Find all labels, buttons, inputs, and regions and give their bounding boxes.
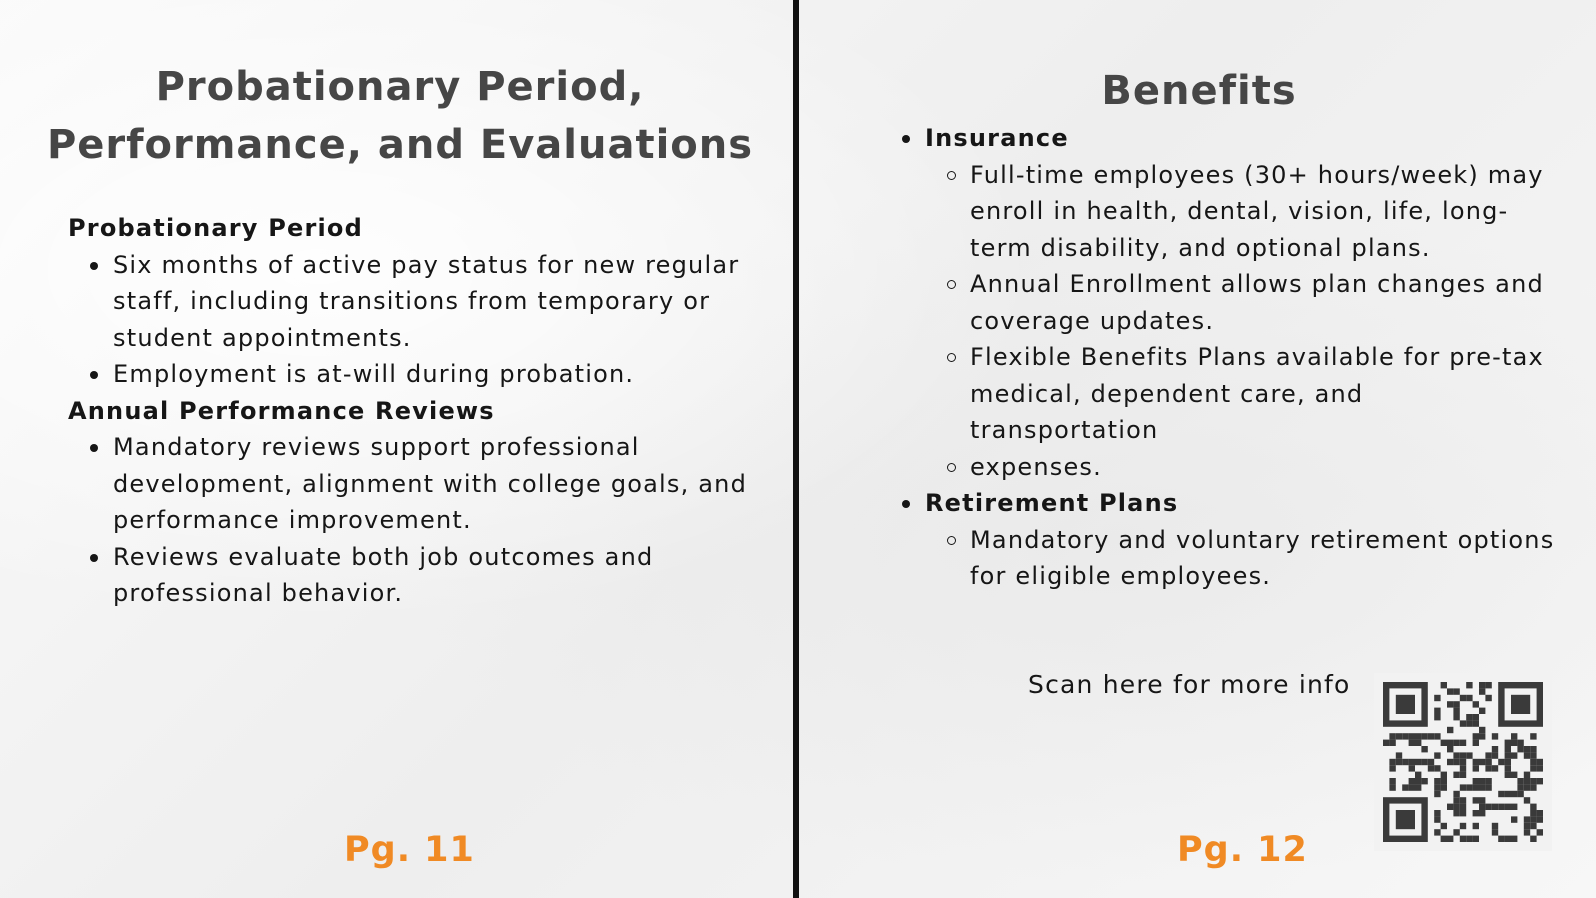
bullet-list <box>68 247 758 393</box>
list-item: Employment is at-will during probation. <box>68 356 758 393</box>
page-title <box>20 58 780 174</box>
page-number: Pg. 12 <box>1177 830 1308 870</box>
list-item: Reviews evaluate both job outcomes and professional behavior. <box>68 539 758 612</box>
section-heading-probationary-period: Probationary Period <box>68 214 363 242</box>
list-item: expenses. <box>925 449 1559 486</box>
list-item: Flexible Benefits Plans available for pre-tax medical, dependent care, and transportation <box>925 339 1559 449</box>
qr-code-icon[interactable] <box>1374 673 1552 851</box>
list-item: Mandatory reviews support professional development, alignment with college goals, and performance improvement. <box>68 429 758 539</box>
page-title: Benefits <box>1101 68 1297 114</box>
list-item-insurance <box>899 120 1559 485</box>
title-line-2: Performance, and Evaluations <box>46 122 754 168</box>
list-item: Annual Enrollment allows plan changes and coverage updates. <box>925 266 1559 339</box>
page-11 <box>0 0 793 898</box>
bullet-list <box>68 429 758 612</box>
list-item: Mandatory and voluntary retirement options for eligible employees. <box>925 522 1559 595</box>
section-heading-retirement: Retirement Plans <box>925 489 1179 517</box>
scan-label: Scan here for more info <box>1028 670 1351 699</box>
list-item-retirement <box>899 485 1559 595</box>
title-line-1: Probationary Period, <box>155 64 645 110</box>
list-item: Six months of active pay status for new regular staff, including transitions from temporary or student appointments. <box>68 247 758 357</box>
page-12 <box>799 0 1596 898</box>
sub-bullet-list <box>925 157 1559 486</box>
section-heading-performance-reviews: Annual Performance Reviews <box>68 396 495 425</box>
sub-bullet-list <box>925 522 1559 595</box>
section-heading-insurance: Insurance <box>925 124 1069 152</box>
page-content <box>899 120 1559 595</box>
page-content <box>68 210 758 612</box>
bullet-list <box>899 120 1559 595</box>
list-item: Full-time employees (30+ hours/week) may enroll in health, dental, vision, life, long-term disability, and optional plans. <box>925 157 1559 267</box>
page-number: Pg. 11 <box>344 830 475 870</box>
